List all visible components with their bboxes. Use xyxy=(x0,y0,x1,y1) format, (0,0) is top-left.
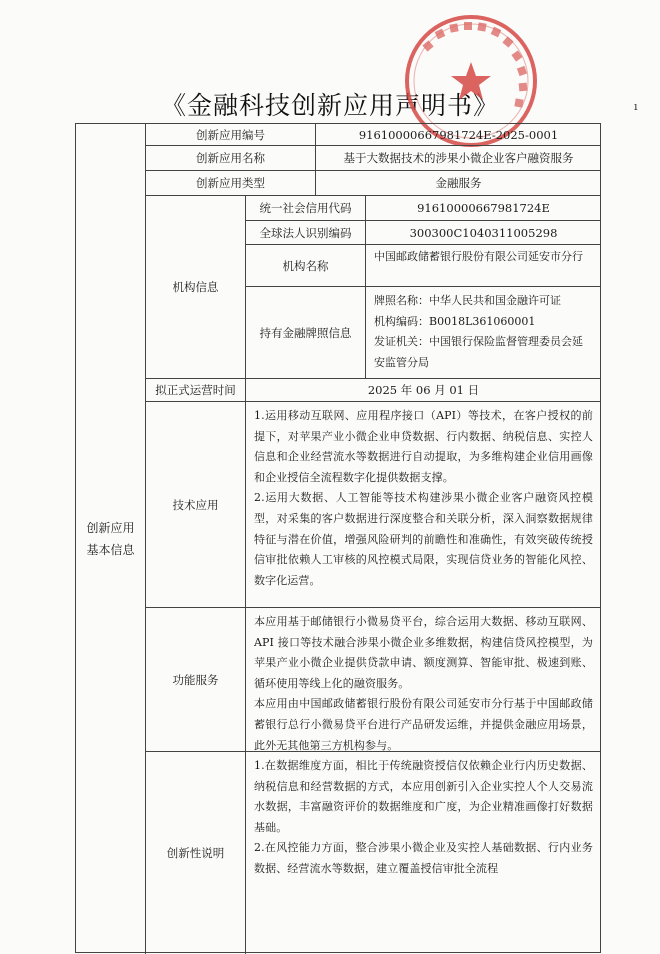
tech-value xyxy=(246,402,601,608)
institution-name-value: 中国邮政储蓄银行股份有限公司延安市分行 xyxy=(366,245,601,287)
tech-paragraph-1: 1.运用移动互联网、应用程序接口（API）等技术，在客户授权的前提下，对苹果产业小微企业申贷数据、行内数据、纳税信息、实控人信息和企业经营流水等数据进行自动提取，为多维构建企业信用画像和企业授信全流程数字化提供数据支撑。 xyxy=(254,409,593,484)
license-name: 牌照名称：中华人民共和国金融许可证 xyxy=(374,294,561,307)
service-paragraph-1: 本应用基于邮储银行小微易贷平台，综合运用大数据、移动互联网、API 接口等技术融合涉果小微企业多维数据，构建信贷风控模型，为苹果产业小微企业提供贷款申请、额度测算、智能审批、极速到账、循环使用等线上化的融资服务。 xyxy=(254,615,593,690)
credit-code-value: 916100006679817​24E xyxy=(366,196,601,221)
section-label-line1: 创新应用 xyxy=(86,521,135,535)
app-type-value: 金融服务 xyxy=(316,171,601,196)
section-label-line2: 基本信息 xyxy=(86,543,135,557)
license-value xyxy=(366,287,601,379)
license-code: 机构编码：B0018L361060001 xyxy=(374,314,536,328)
license-label: 持有金融牌照信息 xyxy=(246,287,366,379)
credit-code-label: 统一社会信用代码 xyxy=(246,196,366,221)
service-paragraph-2: 本应用由中国邮政储蓄银行股份有限公司延安市分行基于中国邮政储蓄银行总行小微易贷平台进行产品研发运维，并提供金融应用场景，此外无其他第三方机构参与。 xyxy=(254,697,593,752)
lei-value: 300300C1040311005298 xyxy=(366,221,601,245)
edge-mark: ı xyxy=(634,100,638,113)
innovation-label: 创新性说明 xyxy=(146,752,246,954)
innovation-paragraph-2: 2.在风控能力方面，整合涉果小微企业及实控人基础数据、行内业务数据、经营流水等数据，建立覆盖授信审批全流程 xyxy=(254,841,593,875)
launch-label: 拟正式运营时间 xyxy=(146,379,246,402)
tech-paragraph-2: 2.运用大数据、人工智能等技术构建涉果小微企业客户融资风控模型，对采集的客户数据进行深度整合和关联分析，深入洞察数据规律特征与潜在价值，增强风险研判的前瞻性和准确性，有效突破传统授信审批依赖人工审核的风控模式局限，实现信贷业务的智能化风控、数字化运营。 xyxy=(254,491,593,587)
lei-label: 全球法人识别编码 xyxy=(246,221,366,245)
app-name-label: 创新应用名称 xyxy=(146,146,316,171)
institution-name-label: 机构名称 xyxy=(246,245,366,287)
institution-label: 机构信息 xyxy=(146,196,246,379)
declaration-table xyxy=(75,123,601,953)
app-id-label: 创新应用编号 xyxy=(146,124,316,146)
innovation-value xyxy=(246,752,601,954)
document-title: 《金融科技创新应用声明书》 xyxy=(160,91,499,120)
innovation-paragraph-1: 1.在数据维度方面，相比于传统融资授信仅依赖企业行内历史数据、纳税信息和经营数据的方式，本应用创新引入企业实控人个人交易流水数据，丰富融资评价的数据维度和广度，为企业精准画像打好数据基础。 xyxy=(254,759,593,834)
launch-value: 2025 年 06 月 01 日 xyxy=(246,379,601,402)
service-value xyxy=(246,608,601,752)
app-type-label: 创新应用类型 xyxy=(146,171,316,196)
app-name-value: 基于大数据技术的涉果小微企业客户融资服务 xyxy=(316,146,601,171)
section-label xyxy=(76,124,146,954)
app-id-value: 916100006679817​24E-2025-0001 xyxy=(316,124,601,146)
license-issuer: 发证机关：中国银行保险监督管理委员会延安监管分局 xyxy=(374,335,583,369)
service-label: 功能服务 xyxy=(146,608,246,752)
tech-label: 技术应用 xyxy=(146,402,246,608)
